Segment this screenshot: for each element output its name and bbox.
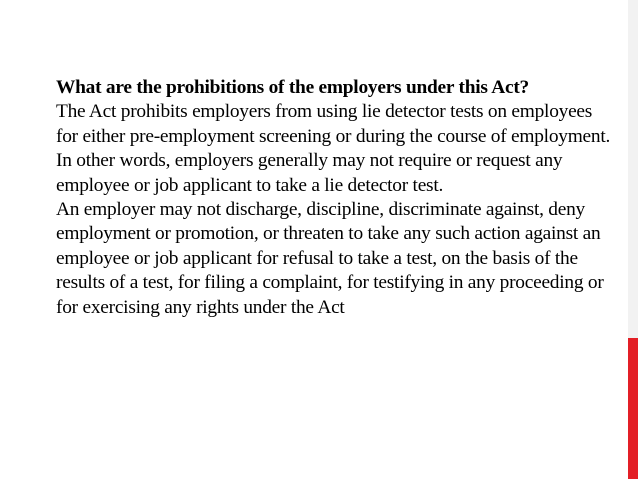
accent-bar-red — [628, 338, 638, 479]
slide-heading: What are the prohibitions of the employers under this Act? — [56, 77, 529, 98]
slide-body — [56, 76, 616, 320]
paragraph-lie-detector-prohibition: The Act prohibits employers from using lie detector tests on employees for either pre-employment screening or during the course of employment. In other words, employers generally may not require or request any employee or job applicant to take a lie detector test. — [56, 101, 611, 196]
paragraph-employer-retaliation: An employer may not discharge, discipline, discriminate against, deny employment or promotion, or threaten to take any such action against an employee or job applicant for refusal to take a test, on the basis of the results of a test, for filing a complaint, for testifying in any proceeding or for exercising any rights under the Act — [56, 199, 604, 318]
accent-bar-gray — [628, 0, 638, 338]
